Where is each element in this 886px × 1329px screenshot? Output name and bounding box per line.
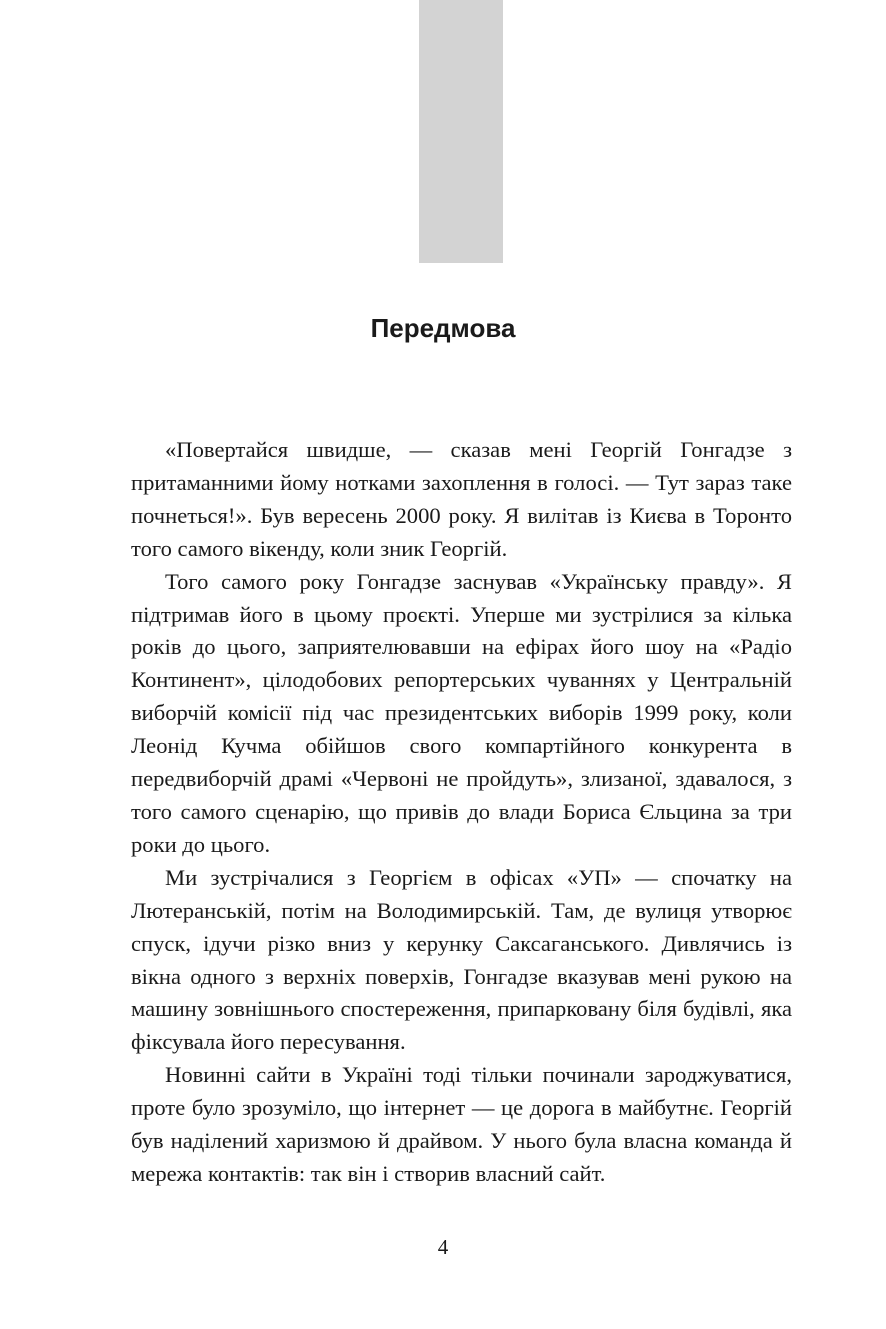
body-text [131, 434, 792, 1191]
paragraph: «Повертайся швидше, — сказав мені Георгій Гонгадзе з притаманними йому нотками захоплення в голосі. — Тут зараз таке почнеться!». Був вересень 2000 року. Я вилітав із Києва в Торонто того самого вікенду, коли зник Георгій. [131, 437, 792, 561]
chapter-title: Передмова [370, 313, 516, 344]
paragraph: Ми зустрічалися з Георгієм в офісах «УП» — спочатку на Лютеранській, потім на Володимирській. Там, де вулиця утворює спуск, ідучи різко вниз у керунку Саксаганського. Дивлячись із вікна одного з верхніх поверхів, Гонгадзе вказував мені рукою на машину зовнішнього спостереження, припарковану біля будівлі, яка фіксувала його пересування. [131, 864, 792, 1055]
page-number: 4 [437, 1235, 449, 1259]
decorative-header-bar [419, 0, 503, 263]
paragraph: Новинні сайти в Україні тоді тільки починали зароджуватися, проте було зрозуміло, що інтернет — це дорога в майбутнє. Георгій був наділений харизмою й драйвом. У нього була власна команда й мережа контактів: так він і створив власний сайт. [131, 1062, 792, 1186]
paragraph: Того самого року Гонгадзе заснував «Українську правду». Я підтримав його в цьому проєкті. Уперше ми зустрілися за кілька років до цього, заприятелювавши на ефірах його шоу на «Радіо Континент», цілодобових репортерських чуваннях у Центральній виборчій комісії під час президентських виборів 1999 року, коли Леонід Кучма обійшов свого компартійного конкурента в передвиборчій драмі «Червоні не пройдуть», злизаної, здавалося, з того самого сценарію, що привів до влади Бориса Єльцина за три роки до цього. [131, 568, 792, 857]
